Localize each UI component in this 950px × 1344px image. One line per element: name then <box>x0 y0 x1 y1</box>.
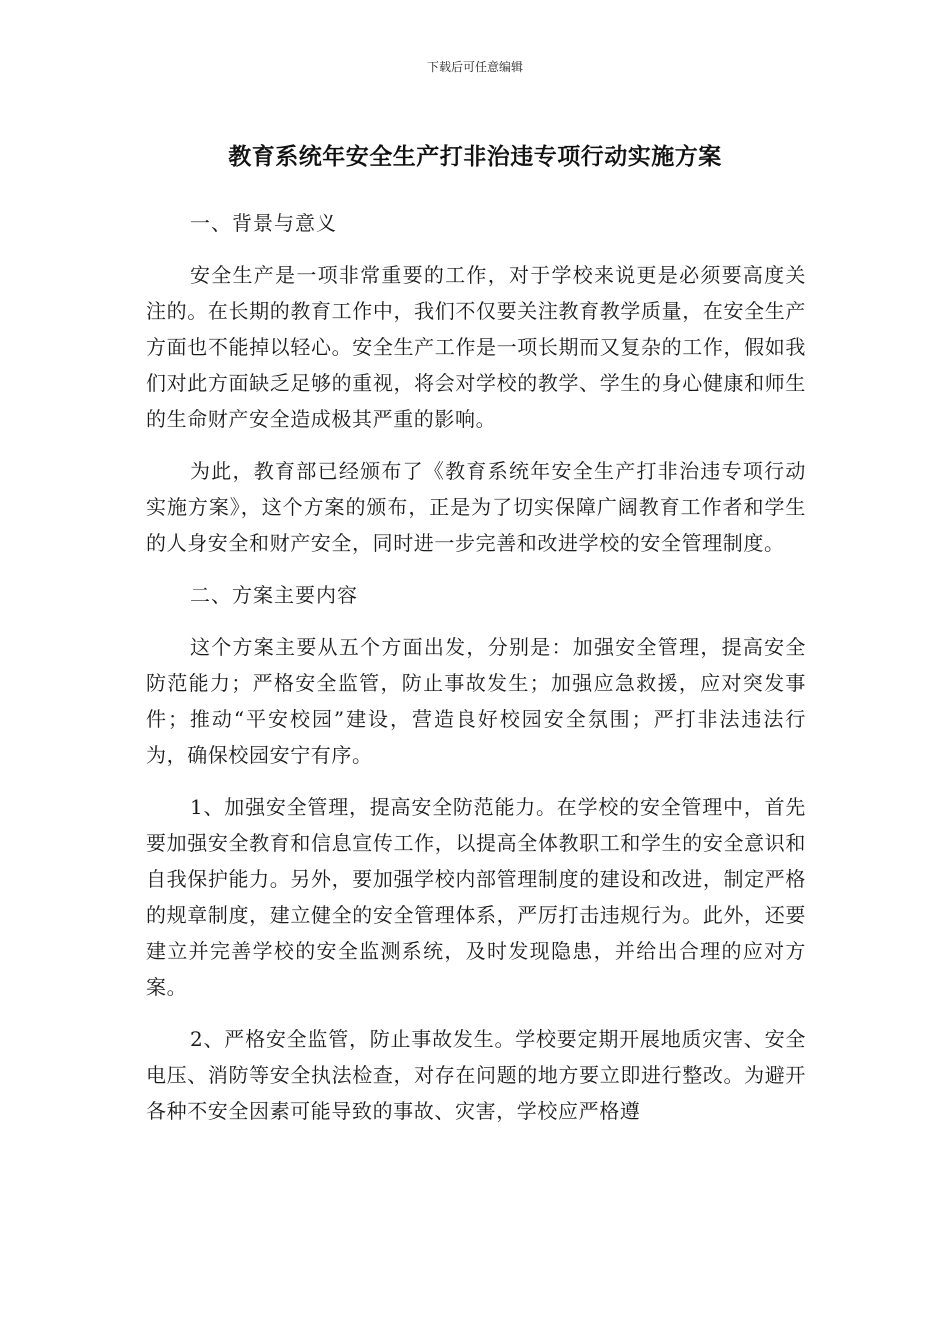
section-heading: 二、方案主要内容 <box>190 583 358 607</box>
paragraph: 这个方案主要从五个方面出发，分别是：加强安全管理，提高安全防范能力；严格安全监管，防止事故发生；加强应急救援，应对突发事件；推动“平安校园”建设，营造良好校园安全氛围；严打非法违法行为，确保校园安宁有序。 <box>146 635 806 767</box>
header-note: 下载后可任意编辑 <box>426 60 523 74</box>
paragraph: 为此，教育部已经颁布了《教育系统年安全生产打非治违专项行动实施方案》，这个方案的颁布，正是为了切实保障广阔教育工作者和学生的人身安全和财产安全，同时进一步完善和改进学校的安全管理制度。 <box>146 459 806 555</box>
paragraph: 安全生产是一项非常重要的工作，对于学校来说更是必须要高度关注的。在长期的教育工作中，我们不仅要关注教育教学质量，在安全生产方面也不能掉以轻心。安全生产工作是一项长期而又复杂的工作，假如我们对此方面缺乏足够的重视，将会对学校的教学、学生的身心健康和师生的生命财产安全造成极其严重的影响。 <box>146 263 806 431</box>
section-heading: 一、背景与意义 <box>190 211 337 235</box>
paragraph: 2、严格安全监管，防止事故发生。学校要定期开展地质灾害、安全电压、消防等安全执法检查，对存在问题的地方要立即进行整改。为避开各种不安全因素可能导致的事故、灾害，学校应严格遵 <box>146 1027 806 1123</box>
document-title: 教育系统年安全生产打非治违专项行动实施方案 <box>228 144 722 170</box>
paragraph: 1、加强安全管理，提高安全防范能力。在学校的安全管理中，首先要加强安全教育和信息宣传工作，以提高全体教职工和学生的安全意识和自我保护能力。另外，要加强学校内部管理制度的建设和改进，制定严格的规章制度，建立健全的安全管理体系，严厉打击违规行为。此外，还要建立并完善学校的安全监测系统，及时发现隐患，并给出合理的应对方案。 <box>146 795 806 999</box>
document-body <box>146 205 806 1145</box>
